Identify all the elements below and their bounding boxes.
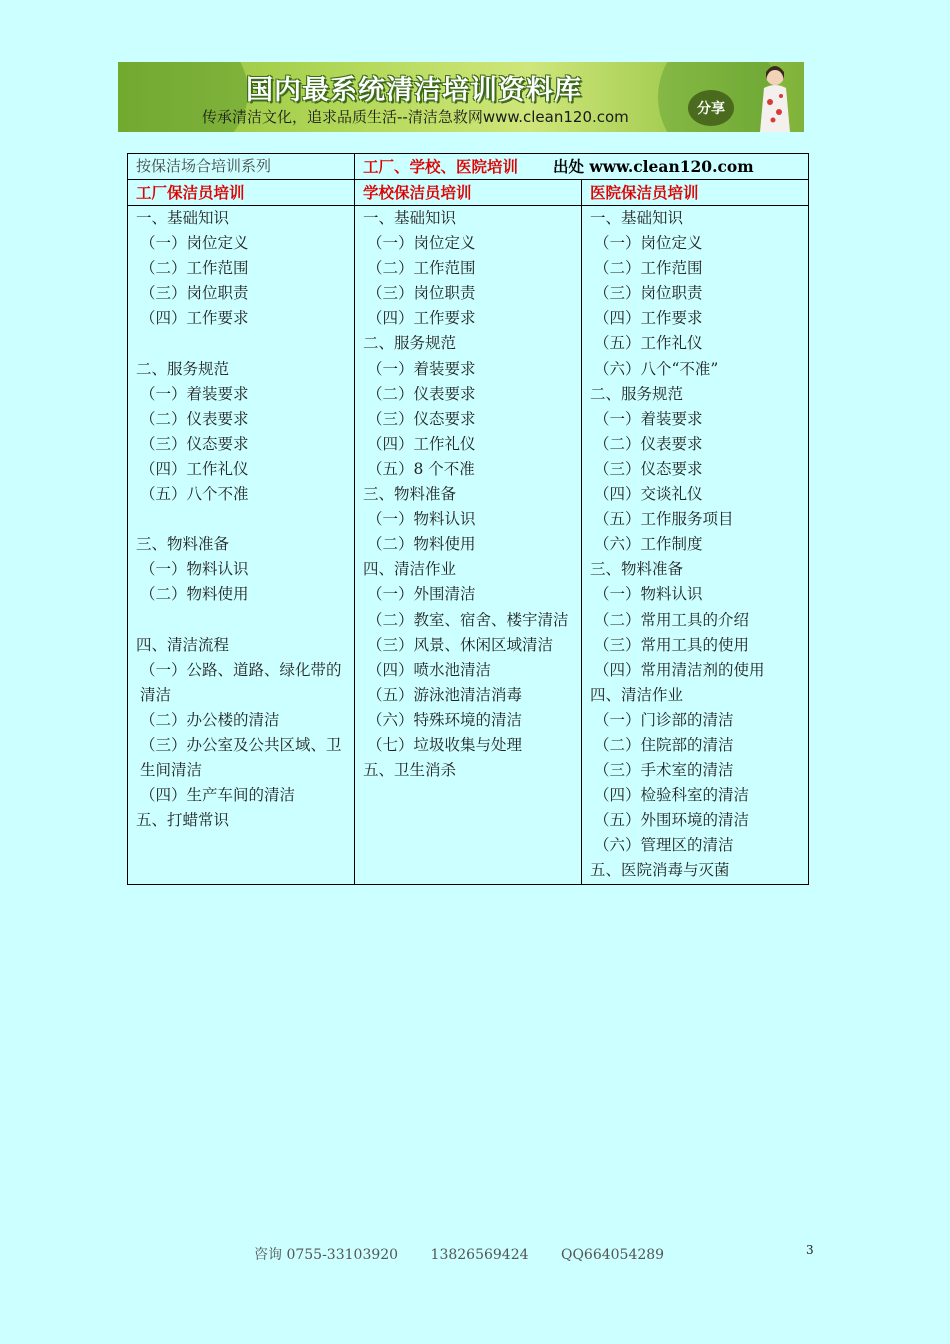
list-item: （三）岗位职责 xyxy=(140,284,249,303)
list-item: （三）手术室的清洁 xyxy=(594,761,734,780)
footer-consult: 咨询 0755-33103920 xyxy=(254,1247,399,1263)
list-item: （四）喷水池清洁 xyxy=(367,660,492,679)
list-item: 二、服务规范 xyxy=(363,334,457,353)
list-item: 四、清洁作业 xyxy=(363,560,457,579)
list-item: 二、服务规范 xyxy=(136,359,230,378)
list-item: 一、基础知识 xyxy=(136,209,230,227)
table-body-row xyxy=(128,206,809,885)
list-item xyxy=(136,608,354,633)
list-item: （六）工作制度 xyxy=(594,535,703,554)
list-item: 四、清洁流程 xyxy=(136,635,230,654)
column-title: 工厂保洁员培训 xyxy=(128,180,355,206)
training-table xyxy=(127,153,809,885)
column-title: 医院保洁员培训 xyxy=(582,180,809,206)
list-item: （四）交谈礼仪 xyxy=(594,485,703,504)
list-item: （六）管理区的清洁 xyxy=(594,836,734,855)
list xyxy=(363,206,581,783)
header-banner xyxy=(118,62,804,132)
list-item: （二）仪表要求 xyxy=(140,409,249,428)
list-item: 三、物料准备 xyxy=(136,535,230,554)
column-title: 学校保洁员培训 xyxy=(355,180,582,206)
table-header-row xyxy=(128,154,809,180)
list-item: （三）岗位职责 xyxy=(367,284,476,303)
list-item: 二、服务规范 xyxy=(590,384,684,403)
list-item: （一）物料认识 xyxy=(140,560,249,579)
list-item: （三）风景、休闲区域清洁 xyxy=(367,635,554,654)
list-item: 一、基础知识 xyxy=(363,209,457,227)
share-badge[interactable]: 分享 xyxy=(688,90,734,126)
list-item: （四）生产车间的清洁 xyxy=(140,786,296,805)
person-photo-icon xyxy=(746,62,804,132)
list-item: 一、基础知识 xyxy=(590,209,684,227)
list-item: （七）垃圾收集与处理 xyxy=(367,735,523,754)
list-item: （五）外围环境的清洁 xyxy=(594,811,750,830)
list-item: （二）工作范围 xyxy=(140,259,249,278)
list-item xyxy=(136,331,354,356)
list-item: （五）工作礼仪 xyxy=(594,334,703,353)
list-item: （一）岗位定义 xyxy=(140,234,249,253)
list-item: （四）工作要求 xyxy=(367,309,476,328)
list-item: （二）住院部的清洁 xyxy=(594,735,734,754)
list-item: 四、清洁作业 xyxy=(590,685,684,704)
column-school xyxy=(355,206,582,885)
list-item: （一）公路、道路、绿化带的清洁 xyxy=(140,660,342,704)
list-item: （二）物料使用 xyxy=(367,535,476,554)
header-source: 出处 www.clean120.com xyxy=(552,157,754,176)
list-item: （二）仪表要求 xyxy=(367,384,476,403)
header-mid: 工厂、学校、医院培训 xyxy=(363,157,519,176)
list-item: （一）岗位定义 xyxy=(594,234,703,253)
list-item: （二）物料使用 xyxy=(140,585,249,604)
column-factory xyxy=(128,206,355,885)
banner-title: 国内最系统清洁培训资料库 xyxy=(246,75,582,106)
list-item: （一）物料认识 xyxy=(594,585,703,604)
list-item: （二）仪表要求 xyxy=(594,434,703,453)
footer-phone: 13826569424 xyxy=(430,1247,529,1263)
list-item: 五、打蜡常识 xyxy=(136,811,230,830)
list-item: 三、物料准备 xyxy=(363,485,457,504)
page-number: 3 xyxy=(806,1243,814,1257)
list-item: （一）着装要求 xyxy=(594,409,703,428)
header-left: 按保洁场合培训系列 xyxy=(128,154,355,180)
list-item: （一）外围清洁 xyxy=(367,585,476,604)
footer-contact xyxy=(254,1244,692,1264)
list-item: （一）着装要求 xyxy=(367,359,476,378)
list-item: （二）教室、宿舍、楼宇清洁 xyxy=(367,610,569,629)
list-item: （五）工作服务项目 xyxy=(594,510,734,529)
list-item: （四）常用清洁剂的使用 xyxy=(594,660,765,679)
list-item: （四）工作要求 xyxy=(140,309,249,328)
header-right xyxy=(355,154,809,180)
list-item: （二）办公楼的清洁 xyxy=(140,710,280,729)
list-item: （三）仪态要求 xyxy=(140,434,249,453)
list-item: （六）特殊环境的清洁 xyxy=(367,710,523,729)
list-item xyxy=(136,507,354,532)
list-item: （四）工作礼仪 xyxy=(140,459,249,478)
list-item: （三）仪态要求 xyxy=(594,459,703,478)
list-item: （六）八个“不准” xyxy=(594,359,719,378)
list-item: （二）常用工具的介绍 xyxy=(594,610,750,629)
list-item: （四）工作礼仪 xyxy=(367,434,476,453)
list-item: （二）工作范围 xyxy=(367,259,476,278)
list-item: （三）仪态要求 xyxy=(367,409,476,428)
list xyxy=(136,206,354,833)
list-item: （五）游泳池清洁消毒 xyxy=(367,685,523,704)
column-title-row xyxy=(128,180,809,206)
list-item: （四）检验科室的清洁 xyxy=(594,786,750,805)
list-item: 三、物料准备 xyxy=(590,560,684,579)
list-item: （三）常用工具的使用 xyxy=(594,635,750,654)
list-item: （五）八个不准 xyxy=(140,485,249,504)
list-item: （一）物料认识 xyxy=(367,510,476,529)
list-item: （二）工作范围 xyxy=(594,259,703,278)
column-hospital xyxy=(582,206,809,885)
list-item: （三）岗位职责 xyxy=(594,284,703,303)
list-item: 五、卫生消杀 xyxy=(363,761,457,780)
footer-qq: QQ664054289 xyxy=(560,1247,665,1263)
list xyxy=(590,206,808,884)
list-item: （一）门诊部的清洁 xyxy=(594,710,734,729)
banner-subtitle: 传承清洁文化，追求品质生活--清洁急救网www.clean120.com xyxy=(202,108,629,126)
list-item: （四）工作要求 xyxy=(594,309,703,328)
list-item: （五）8 个不准 xyxy=(367,459,475,478)
list-item: （三）办公室及公共区域、卫生间清洁 xyxy=(140,735,342,780)
list-item: 五、医院消毒与灭菌 xyxy=(590,861,730,880)
list-item: （一）着装要求 xyxy=(140,384,249,403)
list-item: （一）岗位定义 xyxy=(367,234,476,253)
